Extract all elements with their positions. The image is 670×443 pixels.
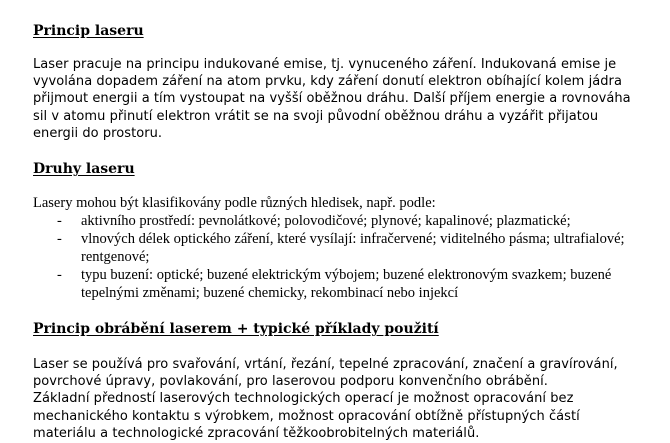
list-item (57, 266, 643, 302)
section-paragraph-prednosti: Základní předností laserových technologických operací je možnost opracování bez mechanického kontaktu s výrobkem, možnost opracování obtížně přístupných částí materiálu a technologické zpracování těžkoobrobitelných materiálů. (33, 391, 580, 441)
section-paragraph-princip-laseru: Laser pracuje na principu indukované emise, tj. vynuceného záření. Indukovaná emise je vyvolána dopadem záření na atom prvku, kdy záření donutí elektron obíhající kolem jádra přijmout energii a tím vystoupat na vyšší oběžnou dráhu. Další příjem energie a rovnováha sil v atomu přinutí elektron vrátit se na svoji původní oběžnou dráhu a vyzářit přijatou energii do prostoru. (33, 57, 631, 141)
section-heading-princip-obrabeni: Princip obrábění laserem + typické příklady použití (33, 321, 439, 338)
laser-types-list (33, 212, 643, 302)
document-page (33, 22, 643, 442)
list-item (57, 230, 643, 266)
list-item-text: typu buzení: optické; buzené elektrickým výbojem; buzené elektronovým svazkem; buzené tepelnými změnami; buzené chemicky, rekombinací nebo injekcí (81, 267, 612, 302)
list-bullet: - (57, 231, 62, 248)
list-bullet: - (57, 267, 62, 284)
list-bullet: - (57, 213, 62, 230)
list-item (57, 212, 643, 230)
section-paragraph-pouziti: Laser se používá pro svařování, vrtání, řezání, tepelné zpracování, značení a gravírování, povrchové úpravy, povlakování, pro laserovou podporu konvenčního obrábění. (33, 357, 618, 390)
list-item-text: aktivního prostředí: pevnolátkové; polovodičové; plynové; kapalinové; plazmatické; (81, 213, 571, 230)
section-heading-druhy-laseru: Druhy laseru (33, 161, 135, 178)
section-intro-druhy-laseru: Lasery mohou být klasifikovány podle různých hledisek, např. podle: (33, 195, 436, 212)
section-heading-princip-laseru: Princip laseru (33, 23, 144, 39)
list-item-text: vlnových délek optického záření, které vysílají: infračervené; viditelného pásma; ultrafialové; rentgenové; (81, 231, 625, 266)
